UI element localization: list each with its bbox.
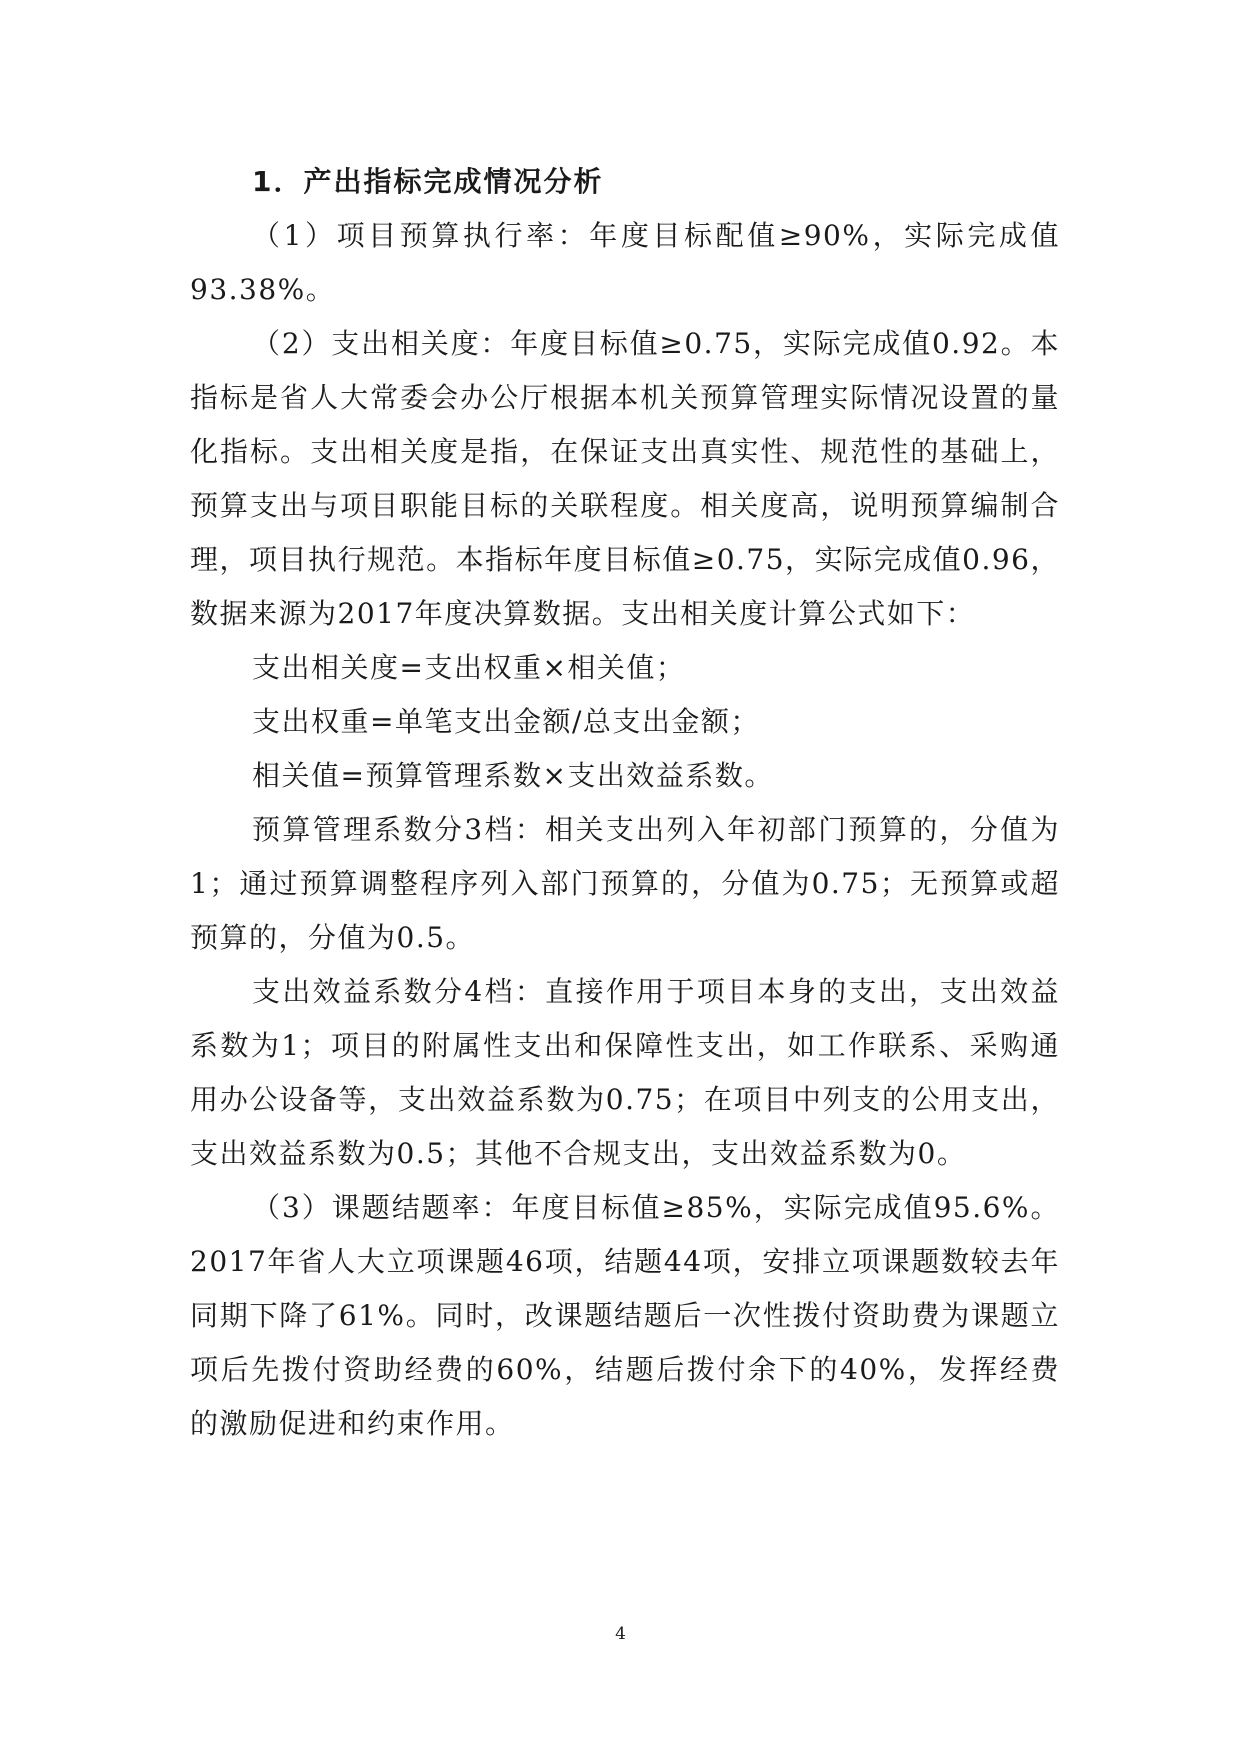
formula-expenditure-relevance: 支出相关度=支出权重×相关值； [252,651,686,684]
document-body [190,155,1060,1451]
section-heading: 1．产出指标完成情况分析 [252,165,604,198]
formula-relevance-value: 相关值=预算管理系数×支出效益系数。 [252,759,774,792]
paragraph-budget-execution-rate: （1）项目预算执行率：年度目标配值≥90%，实际完成值93.38%。 [190,219,1060,306]
page-number: 4 [615,1624,626,1644]
paragraph-expenditure-relevance: （2）支出相关度：年度目标值≥0.75，实际完成值0.92。本指标是省人大常委会办公厅根据本机关预算管理实际情况设置的量化指标。支出相关度是指，在保证支出真实性、规范性的基础上，预算支出与项目职能目标的关联程度。相关度高，说明预算编制合理，项目执行规范。本指标年度目标值≥0.75，实际完成值0.96，数据来源为2017年度决算数据。支出相关度计算公式如下： [190,327,1060,630]
paragraph-topic-completion-rate: （3）课题结题率：年度目标值≥85%，实际完成值95.6%。2017年省人大立项课题46项，结题44项，安排立项课题数较去年同期下降了61%。同时，改课题结题后一次性拨付资助费为课题立项后先拨付资助经费的60%，结题后拨付余下的40%，发挥经费的激励促进和约束作用。 [190,1191,1060,1440]
paragraph-expenditure-benefit-coefficient: 支出效益系数分4档：直接作用于项目本身的支出，支出效益系数为1；项目的附属性支出和保障性支出，如工作联系、采购通用办公设备等，支出效益系数为0.75；在项目中列支的公用支出，支出效益系数为0.5；其他不合规支出，支出效益系数为0。 [190,975,1060,1170]
paragraph-budget-management-coefficient: 预算管理系数分3档：相关支出列入年初部门预算的，分值为1；通过预算调整程序列入部门预算的，分值为0.75；无预算或超预算的，分值为0.5。 [190,813,1060,954]
formula-expenditure-weight: 支出权重=单笔支出金额/总支出金额； [252,705,760,738]
